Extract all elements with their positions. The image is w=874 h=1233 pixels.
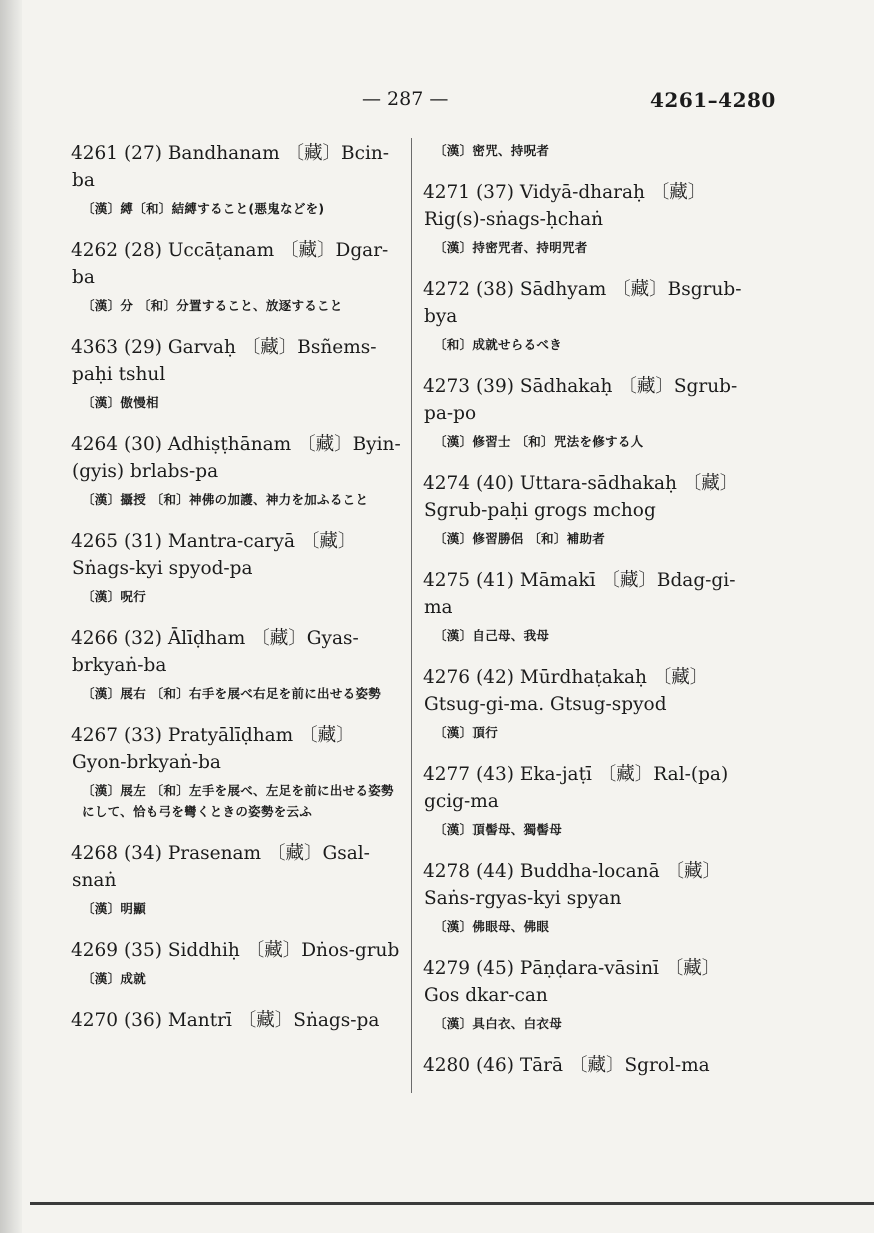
entry-headword: 4277 (43) Eka-jaṭī 〔藏〕Ral-(pa) gcig-ma	[423, 764, 729, 812]
entry-gloss: 〔漢〕展左 〔和〕左手を展べ、左足を前に出せる姿勢にして、恰も弓を彎くときの姿勢を云ふ	[82, 783, 394, 819]
entry-headword: 4274 (40) Uttara-sādhakaḥ 〔藏〕Sgrub-paḥi grogs mchog	[423, 473, 739, 521]
entry-headword: 4272 (38) Sādhyam 〔藏〕Bsgrub-bya	[423, 279, 742, 327]
page-number: — 287 —	[362, 88, 449, 110]
dictionary-entry	[72, 625, 402, 704]
entry-headword: 4276 (42) Mūrdhaṭakaḥ 〔藏〕Gtsug-gi-ma. Gtsug-spyod	[423, 667, 709, 715]
entry-gloss: 〔和〕成就せらるべき	[434, 337, 563, 352]
entry-gloss: 〔漢〕佛眼母、佛眼	[434, 919, 550, 934]
dictionary-entry	[424, 664, 754, 743]
dictionary-entry	[424, 470, 754, 549]
dictionary-entry-continuation	[424, 140, 754, 161]
dictionary-entry	[72, 722, 402, 822]
entry-headword: 4280 (46) Tārā 〔藏〕Sgrol-ma	[423, 1055, 710, 1076]
entry-headword: 4262 (28) Uccāṭanam 〔藏〕Dgar-ba	[71, 240, 389, 288]
entry-gloss: 〔漢〕分 〔和〕分置すること、放逐すること	[82, 298, 343, 313]
entry-gloss: 〔漢〕修習士 〔和〕咒法を修する人	[434, 434, 644, 449]
entry-headword: 4266 (32) Ālīḍham 〔藏〕Gyas-brkyaṅ-ba	[71, 628, 359, 676]
entry-gloss: 〔漢〕頂行	[434, 725, 499, 740]
entry-gloss: 〔漢〕展右 〔和〕右手を展べ右足を前に出せる姿勢	[82, 686, 382, 701]
entry-headword: 4363 (29) Garvaḥ 〔藏〕Bsñems-paḥi tshul	[71, 337, 377, 385]
dictionary-entry	[424, 955, 754, 1034]
left-column	[72, 140, 402, 1052]
entry-gloss: 〔漢〕攝授 〔和〕神佛の加護、神力を加ふること	[82, 492, 369, 507]
entry-gloss: 〔漢〕具白衣、白衣母	[434, 1016, 563, 1031]
dictionary-entry	[72, 1007, 402, 1034]
entry-gloss: 〔漢〕傲慢相	[82, 395, 159, 410]
right-column	[424, 140, 754, 1097]
dictionary-entry	[72, 937, 402, 989]
dictionary-entry	[72, 431, 402, 510]
entry-gloss: 〔漢〕明顯	[82, 901, 147, 916]
entry-gloss: 〔漢〕呪行	[82, 589, 147, 604]
entry-gloss: 〔漢〕密咒、持呪者	[434, 143, 550, 158]
entry-headword: 4273 (39) Sādhakaḥ 〔藏〕Sgrub-pa-po	[423, 376, 738, 424]
dictionary-entry	[424, 761, 754, 840]
entry-headword: 4267 (33) Pratyālīḍham 〔藏〕Gyon-brkyaṅ-ba	[71, 725, 355, 773]
dictionary-entry	[424, 858, 754, 937]
dictionary-entry	[424, 276, 754, 355]
entry-range: 4261–4280	[650, 88, 776, 112]
dictionary-entry	[72, 334, 402, 413]
entry-headword: 4261 (27) Bandhanam 〔藏〕Bcin-ba	[71, 143, 390, 191]
entry-gloss: 〔漢〕縛〔和〕結縛すること(悪鬼などを)	[82, 201, 325, 216]
entry-headword: 4278 (44) Buddha-locanā 〔藏〕Saṅs-rgyas-kyi spyan	[423, 861, 721, 909]
dictionary-entry	[72, 528, 402, 607]
dictionary-entry	[424, 179, 754, 258]
entry-headword: 4268 (34) Prasenam 〔藏〕Gsal-snaṅ	[71, 843, 370, 891]
entry-gloss: 〔漢〕修習勝侶 〔和〕補助者	[434, 531, 606, 546]
dictionary-entry	[424, 1052, 754, 1079]
entry-headword: 4264 (30) Adhiṣṭhānam 〔藏〕Byin-(gyis) brlabs-pa	[71, 434, 401, 482]
entry-gloss: 〔漢〕成就	[82, 971, 147, 986]
entry-headword: 4270 (36) Mantrī 〔藏〕Sṅags-pa	[71, 1010, 380, 1031]
entry-headword: 4275 (41) Māmakī 〔藏〕Bdag-gi-ma	[423, 570, 736, 618]
dictionary-entry	[72, 840, 402, 919]
entry-headword: 4269 (35) Siddhiḥ 〔藏〕Dṅos-grub	[71, 940, 400, 961]
dictionary-entry	[424, 373, 754, 452]
dictionary-entry	[424, 567, 754, 646]
page-edge-shadow	[0, 0, 22, 1233]
entry-gloss: 〔漢〕自己母、我母	[434, 628, 550, 643]
bottom-rule	[30, 1202, 874, 1205]
dictionary-entry	[72, 237, 402, 316]
column-divider	[411, 138, 412, 1093]
entry-headword: 4271 (37) Vidyā-dharaḥ 〔藏〕Rig(s)-sṅags-ḥchaṅ	[423, 182, 707, 230]
entry-gloss: 〔漢〕持密咒者、持明咒者	[434, 240, 588, 255]
dictionary-entry	[72, 140, 402, 219]
entry-headword: 4265 (31) Mantra-caryā 〔藏〕Sṅags-kyi spyod-pa	[71, 531, 357, 579]
entry-gloss: 〔漢〕頂髻母、獨髻母	[434, 822, 563, 837]
entry-headword: 4279 (45) Pāṇḍara-vāsinī 〔藏〕Gos dkar-can	[423, 958, 721, 1006]
